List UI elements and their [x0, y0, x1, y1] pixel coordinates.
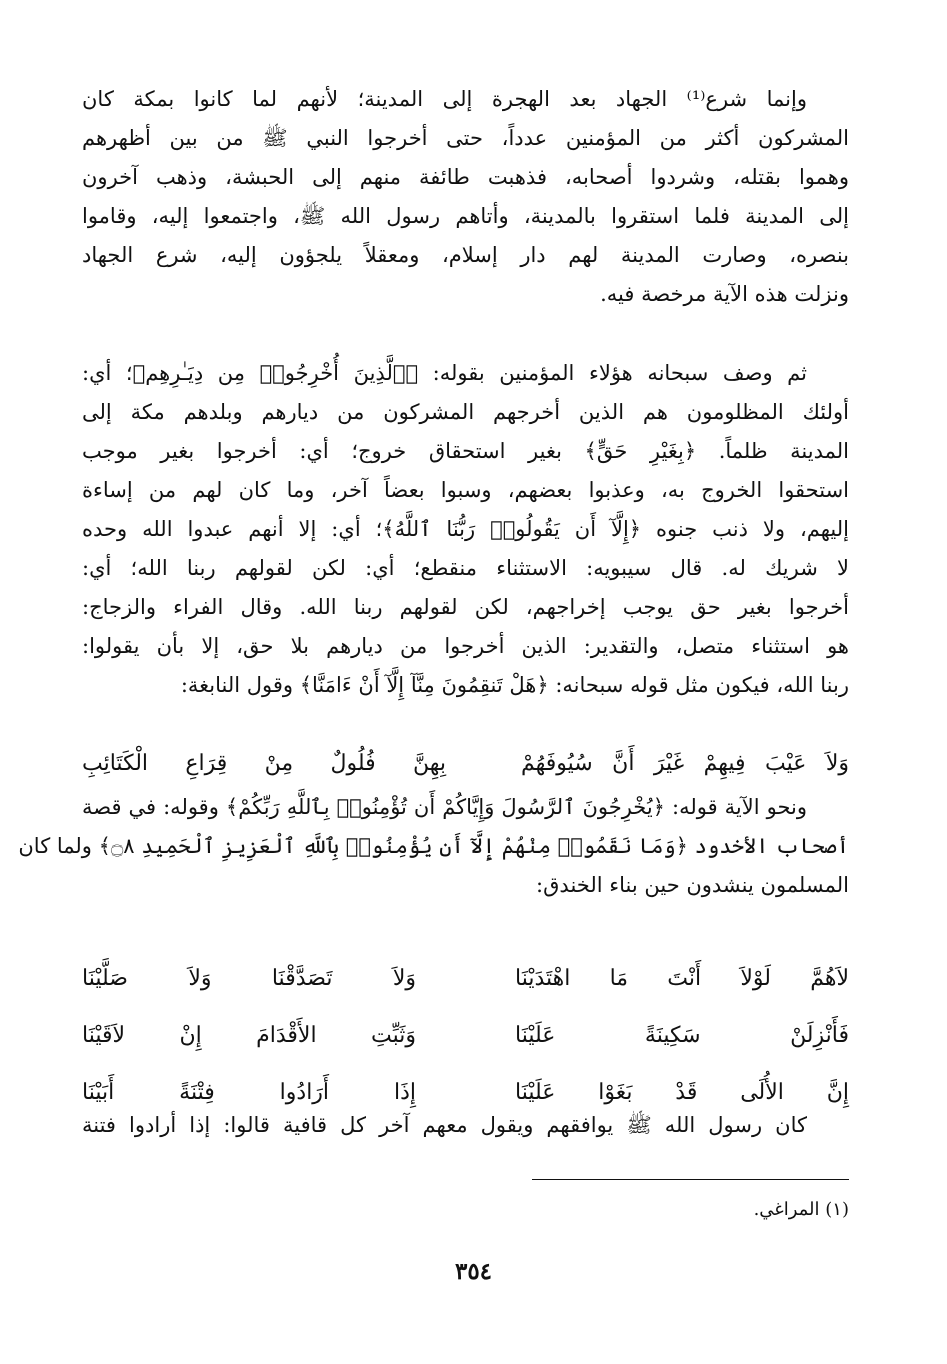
- text-line: إليهم، ولا ذنب جنوه ﴿إِلَّآ أَن يَقُولُوا۟ رَبُّنَا ٱللَّهُ﴾؛ أي: إلا أنهم عبدوا الله وحده: [82, 517, 849, 541]
- text-line: المسلمون ينشدون حين بناء الخندق:: [536, 873, 849, 897]
- text-line: وهموا بقتله، وشردوا أصحابه، فذهبت طائفة منهم إلى الحبشة، وذهب آخرون: [82, 165, 849, 189]
- verse-second-hemistich: وَلاَ تَصَدَّقْنَا وَلاَ صَلَّيْنَا: [82, 966, 416, 991]
- footnote: (١) المراغي.: [753, 1199, 849, 1220]
- text-line: ونحو الآية قوله: ﴿يُخْرِجُونَ ٱلرَّسُولَ وَإِيَّاكُمْ أَن تُؤْمِنُوا۟ بِٱللَّهِ رَبِّكُمْ﴾ وقوله: في قصة: [82, 795, 807, 819]
- verse-first-hemistich: فَأَنْزِلَنْ سَكِينَةً عَلَيْنَا: [515, 1023, 849, 1048]
- paragraph-description-of-believers: [82, 354, 849, 705]
- text-line: أخرجوا بغير حق يوجب إخراجهم، لكن لقولهم ربنا الله. وقال الفراء والزجاج:: [82, 595, 849, 619]
- paragraph-similar-verses: [18, 788, 849, 905]
- text-line: هو استثناء متصل، والتقدير: الذين أخرجوا من ديارهم بلا حق، إلا بأن يقولوا:: [82, 634, 849, 658]
- footnote-separator: [532, 1179, 849, 1180]
- poetry-verse-nabigha: [82, 741, 849, 787]
- poetry-verse: [82, 950, 849, 1007]
- text-line: بنصره، وصارت المدينة لهم دار إسلام، ومعقلاً يلجؤون إليه، شرع الجهاد: [82, 243, 849, 267]
- verse-first-hemistich: وَلاَ عَيْبَ فِيهِمْ غَيْرَ أَنَّ سُيُوفَهُمْ: [521, 751, 849, 776]
- poetry-verse: [82, 1007, 849, 1064]
- text-line: كان رسول الله ﷺ يوافقهم ويقول معهم آخر كل قافية قالوا: إذا أرادوا فتنة: [82, 1113, 807, 1137]
- paragraph-jihad-legislation: [82, 80, 849, 314]
- text-line: ربنا الله، فيكون مثل قوله سبحانه: ﴿هَلْ تَنقِمُونَ مِنَّآ إِلَّآ أَنْ ءَامَنَّا﴾ وقول النابغة:: [180, 673, 849, 697]
- text-line: المشركون أكثر من المؤمنين عدداً، حتى أخرجوا النبي ﷺ من بين أظهرهم: [82, 126, 849, 150]
- verse-second-hemistich: بِهِنَّ فُلُولٌ مِنْ قِرَاعِ الْكَتَائِبِ: [82, 751, 446, 776]
- page-number: ٣٥٤: [454, 1258, 493, 1285]
- verse-first-hemistich: إِنَّ الأُلَى قَدْ بَغَوْا عَلَيْنَا: [515, 1080, 849, 1105]
- text-line: إلى المدينة فلما استقروا بالمدينة، وأتاهم رسول الله ﷺ، واجتمعوا إليه، وقاموا: [82, 204, 849, 228]
- verse-second-hemistich: وَثَبِّتِ الأَقْدَامَ إِنْ لاَقَيْنَا: [82, 1023, 416, 1048]
- text-line: أولئك المظلومون هم الذين أخرجهم المشركون من ديارهم وبلدهم مكة إلى: [82, 400, 849, 424]
- text-line: لا شريك له. قال سيبويه: الاستثناء منقطع؛ أي: لكن لقولهم ربنا الله؛ أي:: [82, 556, 849, 580]
- verse-second-hemistich: إِذَا أَرَادُوا فِتْنَةً أَبَيْنَا: [82, 1080, 416, 1105]
- text-line: أصحاب الأخدود ﴿وَمَا نَقَمُوا۟ مِنْهُمْ إِلَّآ أَن يُؤْمِنُوا۟ بِٱللَّهِ ٱلْعَزِيزِ ٱلْحَمِيدِ ۝٨﴾ ولما كان: [18, 834, 849, 858]
- text-line: وإنما شرع⁽¹⁾ الجهاد بعد الهجرة إلى المدينة؛ لأنهم لما كانوا بمكة كان: [82, 87, 807, 111]
- text-line: المدينة ظلماً. ﴿بِغَيْرِ حَقٍّ﴾ بغير استحقاق خروج؛ أي: أخرجوا بغير موجب: [82, 439, 849, 463]
- poetry-khandaq-verses: [82, 950, 849, 1121]
- text-line: ثم وصف سبحانه هؤلاء المؤمنين بقوله: ﴿ٱلَّذِينَ أُخْرِجُوا۟ مِن دِيَـٰرِهِم﴾؛ أي:: [82, 361, 807, 385]
- verse-first-hemistich: لاَهُمَّ لَوْلاَ أَنْتَ مَا اهْتَدَيْنَا: [515, 966, 849, 991]
- text-line: استحقوا الخروج به، وعذبوا بعضهم، وسبوا بعضاً آخر، وما كان لهم من إساءة: [82, 478, 849, 502]
- text-line: ونزلت هذه الآية مرخصة فيه.: [600, 282, 849, 306]
- paragraph-prophet-response: [82, 1106, 849, 1145]
